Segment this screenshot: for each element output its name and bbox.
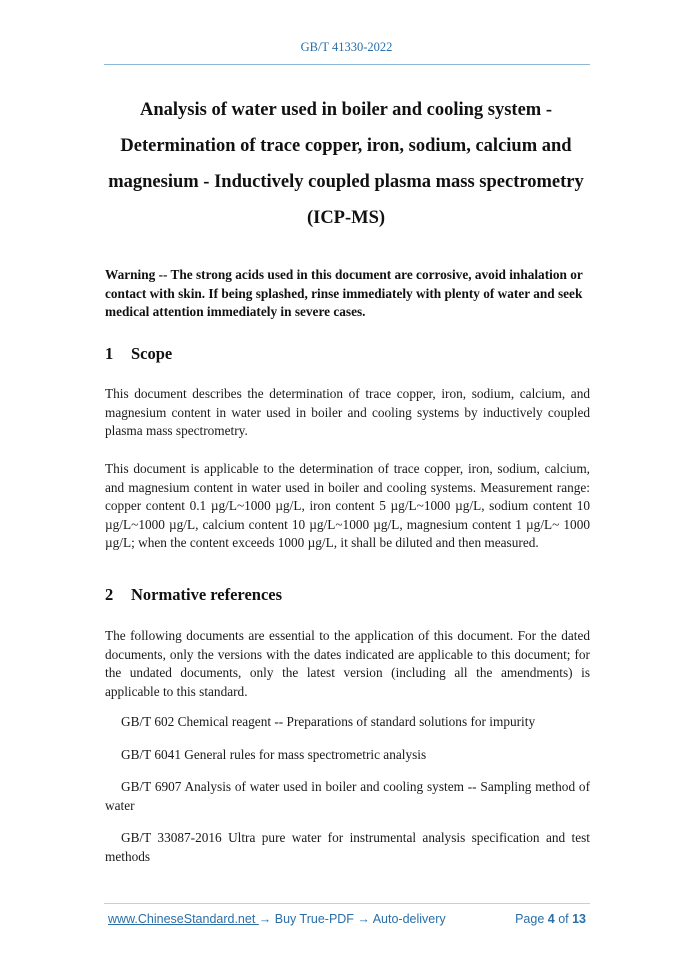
section-number: 2 bbox=[105, 585, 114, 604]
footer bbox=[108, 912, 588, 926]
document-title bbox=[96, 92, 596, 236]
reference-item: GB/T 33087-2016 Ultra pure water for instrumental analysis specification and test methods bbox=[105, 830, 590, 864]
chinesestandard-link[interactable]: www.ChineseStandard.net bbox=[108, 912, 259, 926]
reference-item: GB/T 6041 General rules for mass spectrometric analysis bbox=[121, 747, 427, 762]
reference-item: GB/T 6907 Analysis of water used in boiler and cooling system -- Sampling method of water bbox=[105, 779, 590, 813]
title-line: magnesium - Inductively coupled plasma mass spectrometry bbox=[108, 172, 584, 192]
title-line: Analysis of water used in boiler and cooling system - bbox=[140, 100, 552, 120]
section-number: 1 bbox=[105, 344, 114, 363]
reference-item: GB/T 602 Chemical reagent -- Preparations of standard solutions for impurity bbox=[121, 714, 536, 729]
auto-delivery-text: Auto-delivery bbox=[369, 912, 446, 926]
title-line: (ICP-MS) bbox=[306, 208, 386, 228]
arrow-right-icon: → bbox=[258, 912, 272, 926]
current-page: 4 bbox=[547, 912, 555, 926]
warning-text: Warning -- The strong acids used in this document are corrosive, avoid inhalation or contact with skin. If being splashed, rinse immediately with plenty of water and seek medical attention immediately in severe cases. bbox=[105, 267, 583, 319]
title-line: Determination of trace copper, iron, sodium, calcium and bbox=[120, 136, 572, 156]
header-divider bbox=[104, 64, 590, 65]
section-heading-scope bbox=[105, 344, 172, 364]
total-pages: 13 bbox=[572, 912, 586, 926]
normative-paragraph: The following documents are essential to the application of this document. For the dated documents, only the versions with the dates indicated are applicable to this document; for the undated documents, only the latest version (including all the amendments) is applicable to this standard. bbox=[105, 628, 590, 699]
footer-divider bbox=[104, 903, 590, 904]
section-heading-normative-references bbox=[105, 585, 282, 605]
buy-pdf-text: Buy True-PDF bbox=[271, 912, 358, 926]
scope-paragraph: This document is applicable to the determination of trace copper, iron, sodium, calcium, and magnesium content in water used in boiler and cooling systems. Measurement range: copper content 0.1 µg/L~1000 µg/L, iron content 5 µg/L~1000 µg/L, sodium content 10 µg/L~1000 µg/L, calcium content 10 µg/L~1000 µg/L, magnesium content 1 µg/L~ 1000 µg/L; when the content exceeds 1000 µg/L, it shall be diluted and then measured. bbox=[105, 461, 590, 551]
document-code-header: GB/T 41330-2022 bbox=[300, 40, 393, 54]
section-title: Scope bbox=[131, 344, 173, 363]
section-title: Normative references bbox=[131, 585, 283, 604]
arrow-right-icon: → bbox=[357, 912, 370, 926]
scope-paragraph: This document describes the determination of trace copper, iron, sodium, calcium, and magnesium content in water used in boiler and cooling systems by inductively coupled plasma mass spectrometry. bbox=[105, 386, 590, 439]
page-indicator: Page 4 of 13 bbox=[515, 912, 586, 926]
